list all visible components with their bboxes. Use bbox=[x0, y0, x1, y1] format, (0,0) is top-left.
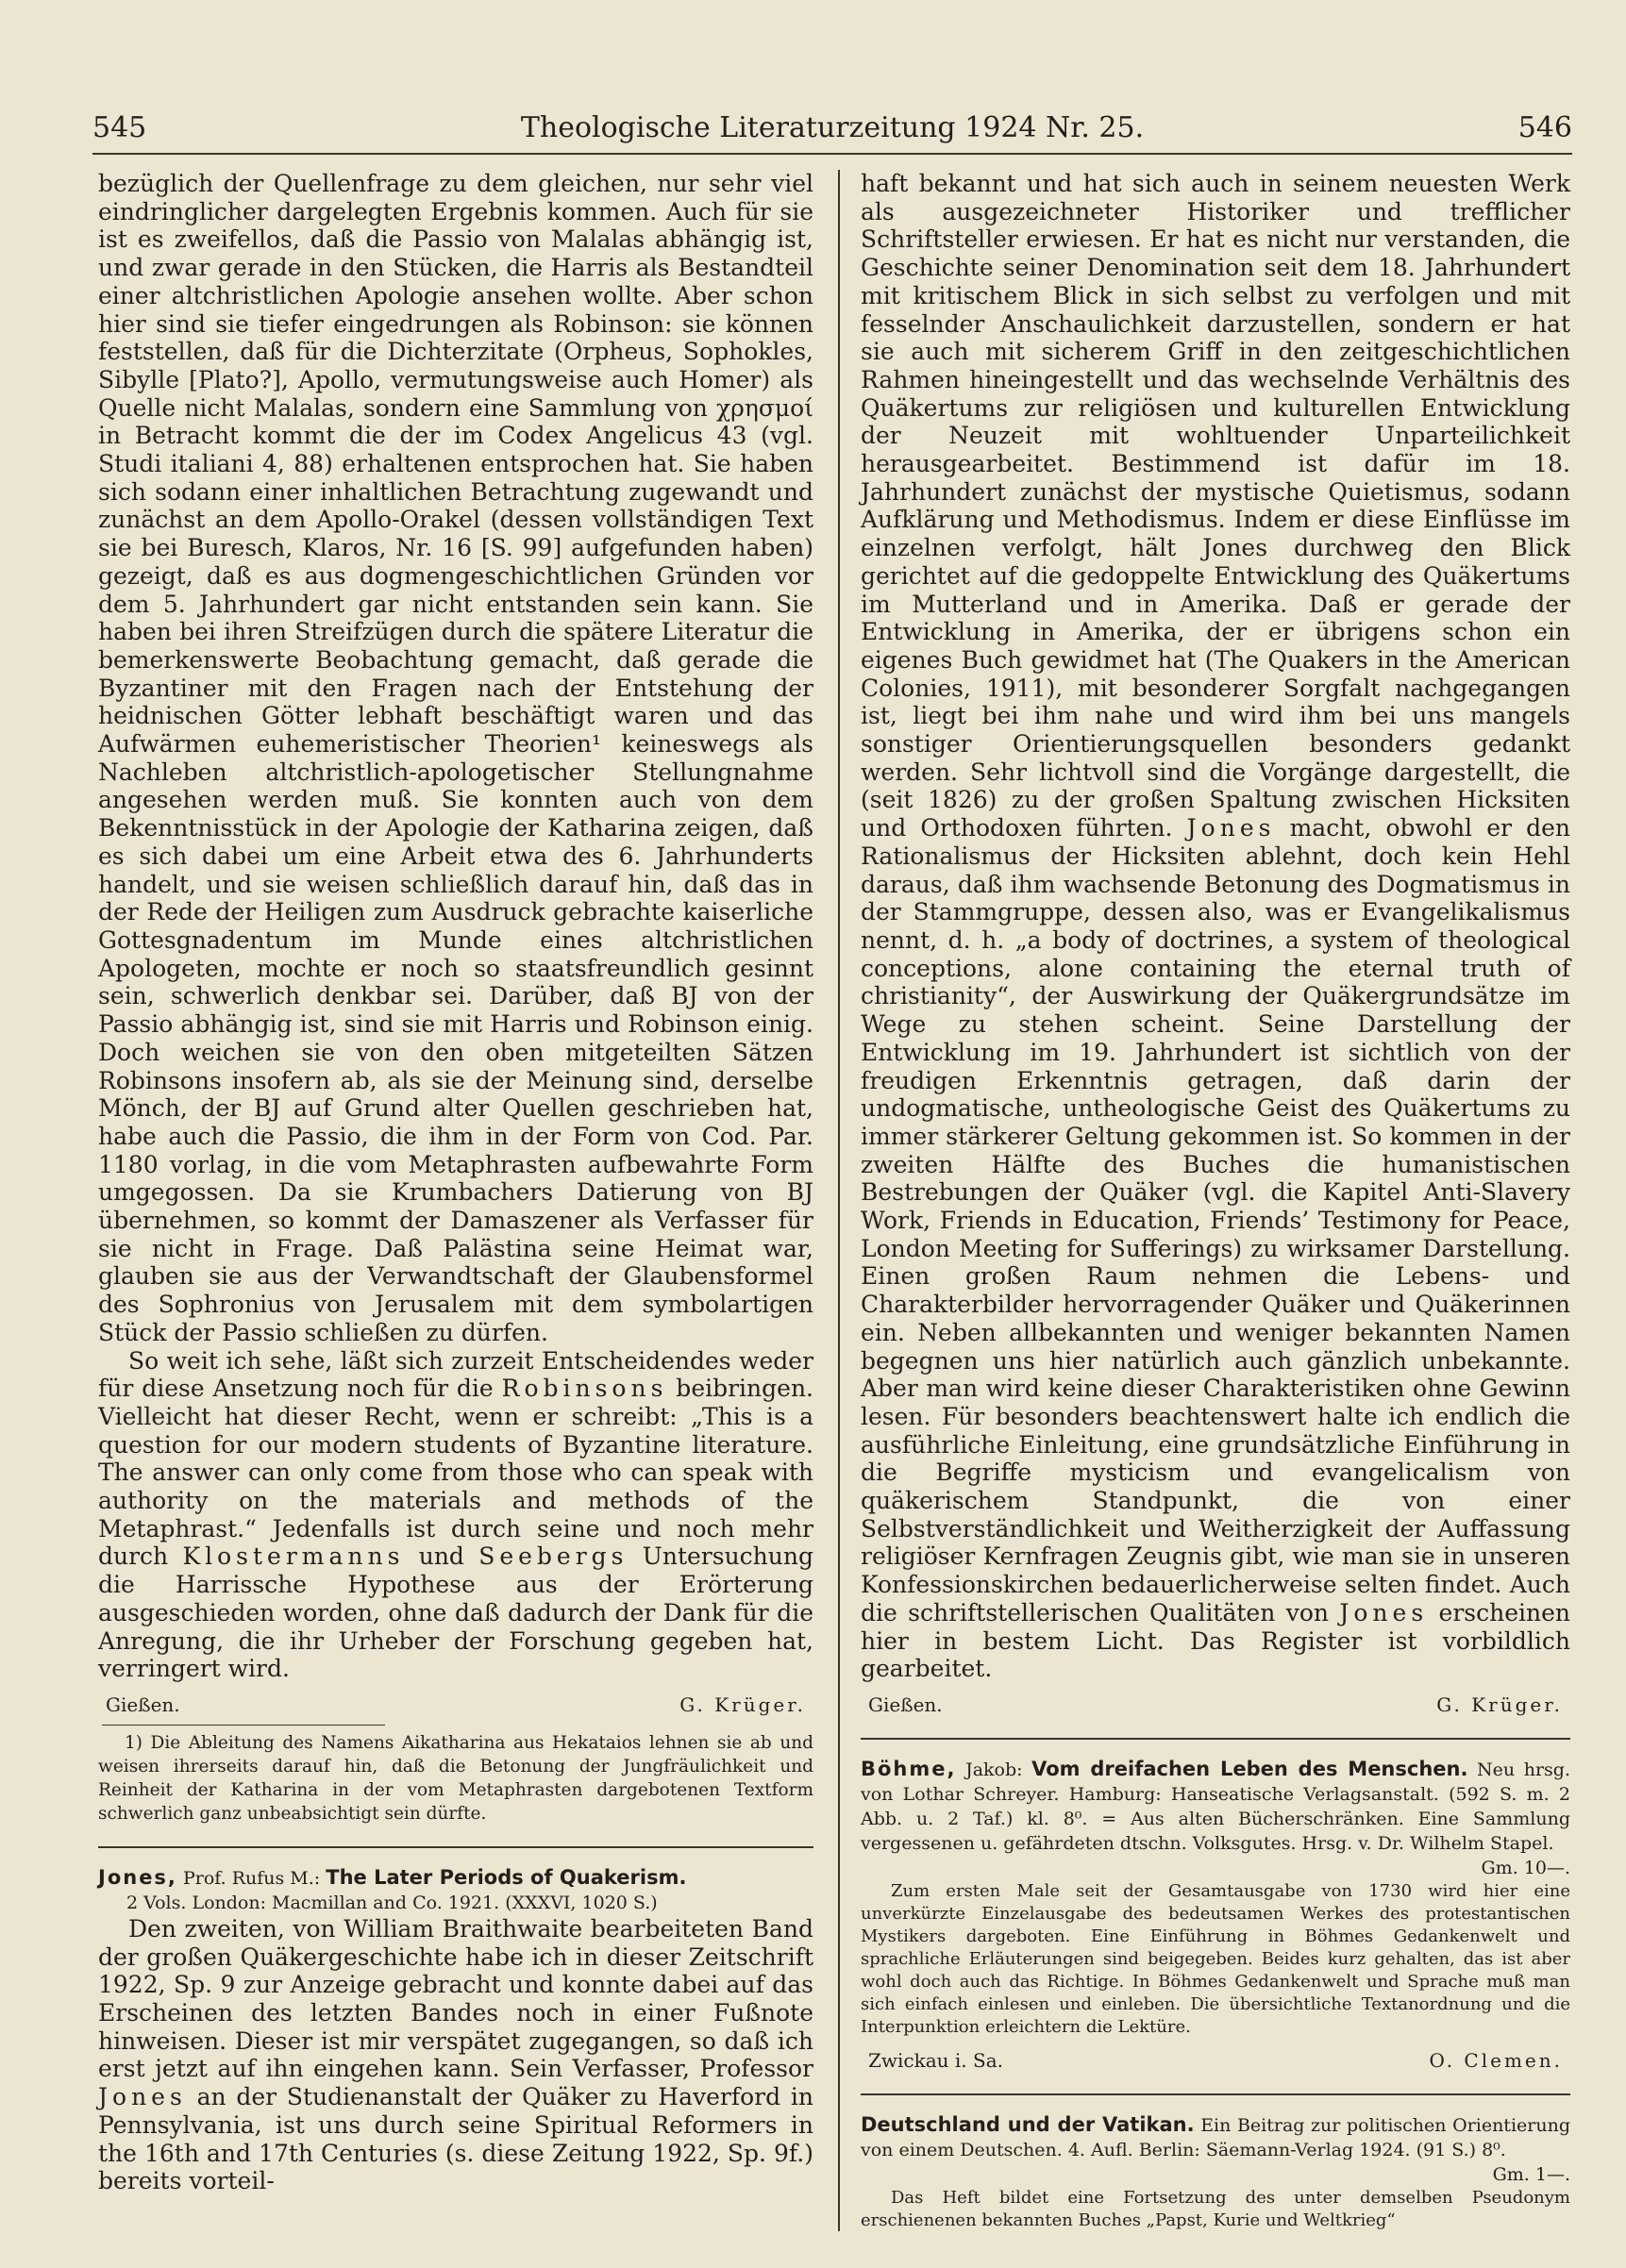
author-name-jones: Jones bbox=[98, 2083, 187, 2111]
left-signature bbox=[106, 1693, 806, 1717]
journal-title: Theologische Literaturzeitung 1924 Nr. 25. bbox=[520, 111, 1145, 144]
signature-place: Gießen. bbox=[868, 1693, 943, 1716]
signature-name: G. Krüger. bbox=[1436, 1693, 1563, 1716]
author-name-seeberg: Seebergs bbox=[478, 1543, 629, 1571]
page-header bbox=[92, 111, 1572, 158]
right-paragraph-1: haft bekannt und hat sich auch in seinem neuesten Werk als ausgezeichneter Historiker und trefflicher Schriftsteller erwiesen. Er hat es nicht nur verstanden, die Geschichte seiner Denomination seit dem 18. Jahrhundert mit kritischem Blick in sich selbst zu verfolgen und mit fesselnder Anschaulichkeit darzustellen, sondern er hat sie auch mit sicherem Griff in den zeitgeschichtlichen Rahmen hineingestellt und das wechselnde Verhältnis des Quäkertums zur religiösen und kulturellen Entwicklung der Neuzeit mit wohltuender Unparteilichkeit herausgearbeitet. Bestimmend ist dafür im 18. Jahrhundert zunächst der mystische Quietismus, sodann Aufklärung und Methodismus. Indem er diese Einflüsse im einzelnen verfolgt, hält Jones durchweg den Blick gerichtet auf die gedoppelte Entwicklung des Quäkertums im Mutterland und in Amerika. Daß er gerade der Entwicklung in Amerika, der er übrigens schon ein eigenes Buch gewidmet hat (The Quakers in the American Colonies, 1911), mit besonderer Sorgfalt nachgegangen ist, liegt bei ihm nahe und wird ihm bei uns mangels sonstiger Orientierungsquellen besonders gedankt werden. Sehr lichtvoll sind die Vorgänge dargestellt, die (seit 1826) zu der großen Spaltung zwischen Hicksiten und Orthodoxen führten. Jones macht, obwohl er den Rationalismus der Hicksiten ablehnt, doch kein Hehl daraus, daß ihm wachsende Betonung des Dogmatismus in der Stammgruppe, dessen also, was er Evangelikalismus nennt, d. h. „a body of doctrines, a system of theological conceptions, alone containing the eternal truth of christianity“, der Auswirkung der Quäkergrundsätze im Wege zu stehen scheint. Seine Darstellung der Entwicklung im 19. Jahrhundert ist sichtlich von der freudigen Erkenntnis getragen, daß darin der undogmatische, untheologische Geist des Quäkertums zu immer stärkerer Geltung gekommen ist. So kommen in der zweiten Hälfte des Buches die humanistischen Bestrebungen der Quäker (vgl. die Kapitel Anti-Slavery Work, Friends in Education, Friends’ Testimony for Peace, London Meeting for Sufferings) zu wirksamer Darstellung. Einen großen Raum nehmen die Lebens- und Charakterbilder hervorragender Quäker und Quäkerinnen ein. Neben allbekannten und weniger bekannten Namen begegnen uns hier natürlich auch gänzlich unbekannte. Aber man wird keine dieser Charakteristiken ohne Gewinn lesen. Für besonders beachtenswert halte ich endlich die ausführliche Einleitung, eine grundsätzliche Einführung in die Begriffe mysticism und evangelicalism von quäkerischem Standpunkt, die von einer Selbstverständlichkeit und Weitherzigkeit der Auffassung religiöser Kernfragen Zeugnis gibt, wie man sie in unseren Konfessionskirchen bedauerlicherweise selten findet. Auch die schriftstellerischen Qualitäten von Jones erscheinen hier in bestem Licht. Das Register ist vorbildlich gearbeitet. bbox=[861, 170, 1570, 1683]
footnote: 1) Die Ableitung des Namens Aikatharina aus Hekataios lehnen sie ab und weisen ihrerseits darauf hin, daß die Betonung der Jungfräulichkeit und Reinheit der Katharina in der vom Metaphrasten dargebotenen Textform schwerlich ganz unbeabsichtigt sein dürfte. bbox=[98, 1732, 813, 1824]
vatikan-review-text: Das Heft bildet eine Fortsetzung des unter demselben Pseudonym erschienenen bekannten Buches „Papst, Kurie und Weltkrieg“ bbox=[861, 2187, 1570, 2230]
right-column bbox=[861, 170, 1570, 2232]
review-author: Jones, bbox=[98, 1865, 177, 1889]
signature-name: O. Clemen. bbox=[1429, 2048, 1563, 2072]
review-separator bbox=[861, 1738, 1570, 1740]
author-name-jones: Jones bbox=[1186, 814, 1276, 842]
review-author: Böhme, bbox=[861, 1757, 957, 1780]
review-title: Vom dreifachen Leben des Menschen. bbox=[1031, 1757, 1468, 1780]
review-separator bbox=[861, 2093, 1570, 2095]
author-name-klostermann: Klostermanns bbox=[182, 1543, 405, 1571]
signature-name: G. Krüger. bbox=[679, 1693, 806, 1716]
boehme-signature bbox=[868, 2048, 1563, 2073]
right-signature bbox=[868, 1693, 1563, 1717]
signature-place: Gießen. bbox=[106, 1693, 180, 1716]
column-divider bbox=[838, 170, 840, 2231]
author-name-jones-2: Jones bbox=[1339, 1598, 1429, 1626]
left-paragraph-1: bezüglich der Quellenfrage zu dem gleichen, nur sehr viel eindringlicher dargelegten Ergebnis kommen. Auch für sie ist es zweifellos, daß die Passio von Malalas abhängig ist, und zwar gerade in den Stücken, die Harris als Bestandteil einer altchristlichen Apologie ansehen wollte. Aber schon hier sind sie tiefer eingedrungen als Robinson: sie können feststellen, daß für die Dichterzitate (Orpheus, Sophokles, Sibylle [Plato?], Apollo, vermutungsweise auch Homer) als Quelle nicht Malalas, sondern eine Sammlung von χρησμοί in Betracht kommt die der im Codex Angelicus 43 (vgl. Studi italiani 4, 88) erhaltenen entsprochen hat. Sie haben sich sodann einer inhaltlichen Betrachtung zugewandt und zunächst an dem Apollo-Orakel (dessen vollständigen Text sie bei Buresch, Klaros, Nr. 16 [S. 99] aufgefunden haben) gezeigt, daß es aus dogmengeschichtlichen Gründen vor dem 5. Jahrhundert gar nicht entstanden sein kann. Sie haben bei ihren Streifzügen durch die spätere Literatur die bemerkenswerte Beobachtung gemacht, daß gerade die Byzantiner mit den Fragen nach der Entstehung der heidnischen Götter lebhaft beschäftigt waren und das Aufwärmen euhemeristischer Theorien¹ keineswegs als Nachleben altchristlich-apologetischer Stellungnahme angesehen werden muß. Sie konnten auch von dem Bekenntnisstück in der Apologie der Katharina zeigen, daß es sich dabei um eine Arbeit etwa des 6. Jahrhunderts handelt, und sie weisen schließlich darauf hin, daß das in der Rede der Heiligen zum Ausdruck gebrachte kaiserliche Gottesgnadentum im Munde eines altchristlichen Apologeten, mochte er noch so staatsfreundlich gesinnt sein, schwerlich denkbar sei. Darüber, daß BJ von der Passio abhängig ist, sind sie mit Harris und Robinson einig. Doch weichen sie von den oben mitgeteilten Sätzen Robinsons insofern ab, als sie der Meinung sind, derselbe Mönch, der BJ auf Grund alter Quellen geschrieben hat, habe auch die Passio, die ihm in der Form von Cod. Par. 1180 vorlag, in die vom Metaphrasten aufbewahrte Form umgegossen. Da sie Krumbachers Datierung von BJ übernehmen, so kommt der Damaszener als Verfasser für sie nicht in Frage. Daß Palästina seine Heimat war, glauben sie aus der Verwandtschaft der Glaubensformel des Sophronius von Jerusalem mit dem symbolartigen Stück der Passio schließen zu dürfen. bbox=[98, 170, 813, 1346]
author-name-robinson: Robinsons bbox=[501, 1375, 668, 1403]
left-paragraph-2: So weit ich sehe, läßt sich zurzeit Entscheidendes weder für diese Ansetzung noch für die Robinsons beibringen. Vielleicht hat dieser Recht, wenn er schreibt: „This is a question for our modern students of Byzantine literature. The answer can only come from those who can speak with authority on the materials and methods of the Metaphrast.“ Jedenfalls ist durch seine und noch mehr durch Klostermanns und Seebergs Untersuchung die Harrissche Hypothese aus der Erörterung ausgeschieden worden, ohne daß dadurch der Dank für die Anregung, die ihr Urheber der Forschung gegeben hat, verringert wird. bbox=[98, 1346, 814, 1683]
review-heading-boehme: Böhme, Jakob: Vom dreifachen Leben des Menschen. Neu hrsg. von Lothar Schreyer. Hamburg: Hanseatische Verlagsanstalt. (592 S. m. 2 Abb. u. 2 Taf.) kl. 8⁰. = Aus alten Bücherschränken. Eine Sammlung vergessenen u. gefährdeten dtschn. Volksgutes. Hrsg. v. Dr. Wilhelm Stapel. bbox=[861, 1757, 1570, 1854]
review-price: Gm. 10—. bbox=[1481, 1857, 1570, 1878]
left-page-number: 545 bbox=[92, 111, 147, 144]
signature-place: Zwickau i. Sa. bbox=[868, 2048, 1003, 2072]
right-page-number: 546 bbox=[1517, 111, 1572, 144]
review-price: Gm. 1—. bbox=[1492, 2163, 1570, 2185]
review-meta: 2 Vols. London: Macmillan and Co. 1921. (XXXVI, 1020 S.) bbox=[126, 1892, 658, 1913]
review-title: Deutschland und der Vatikan. bbox=[861, 2112, 1195, 2136]
footnote-rule bbox=[102, 1725, 385, 1726]
review-paragraph-1: Den zweiten, von William Braithwaite bearbeiteten Band der großen Quäkergeschichte habe ich in dieser Zeitschrift 1922, Sp. 9 zur Anzeige gebracht und konnte dabei auf das Erscheinen des letzten Bandes noch in einer Fußnote hinweisen. Dieser ist mir verspätet zugegangen, so daß ich erst jetzt auf ihn eingehen kann. Sein Verfasser, Professor Jones an der Studienanstalt der Quäker zu Haverford in Pennsylvania, ist uns durch seine Spiritual Reformers in the 16th and 17th Centuries (s. diese Zeitung 1922, Sp. 9f.) bereits vorteil- bbox=[98, 1914, 813, 2195]
header-rule bbox=[92, 153, 1572, 155]
review-separator bbox=[98, 1846, 813, 1848]
left-column bbox=[98, 170, 813, 2195]
review-heading-jones: Jones, Prof. Rufus M.: The Later Periods of Quakerism. bbox=[98, 1865, 687, 1889]
boehme-review-text: Zum ersten Male seit der Gesamtausgabe von 1730 wird hier eine unverkürzte Einzelausgabe des bedeutsamen Werkes des protestantischen Mystikers dargeboten. Eine Einführung in Böhmes Gedankenwelt und sprachliche Erläuterungen sind beigegeben. Beides kurz gehalten, das ist aber wohl doch auch das Richtige. In Böhmes Gedankenwelt und Sprache muß man sich einfach einlesen und einleben. Die übersichtliche Textanordnung und die Interpunktion erleichtern die Lektüre. bbox=[861, 1880, 1570, 2037]
review-title: The Later Periods of Quakerism. bbox=[326, 1865, 687, 1889]
review-heading-vatikan: Deutschland und der Vatikan. Ein Beitrag zur politischen Orientierung von einem Deutschen. 4. Aufl. Berlin: Säemann-Verlag 1924. (91 S.) 8⁰. bbox=[861, 2112, 1570, 2160]
